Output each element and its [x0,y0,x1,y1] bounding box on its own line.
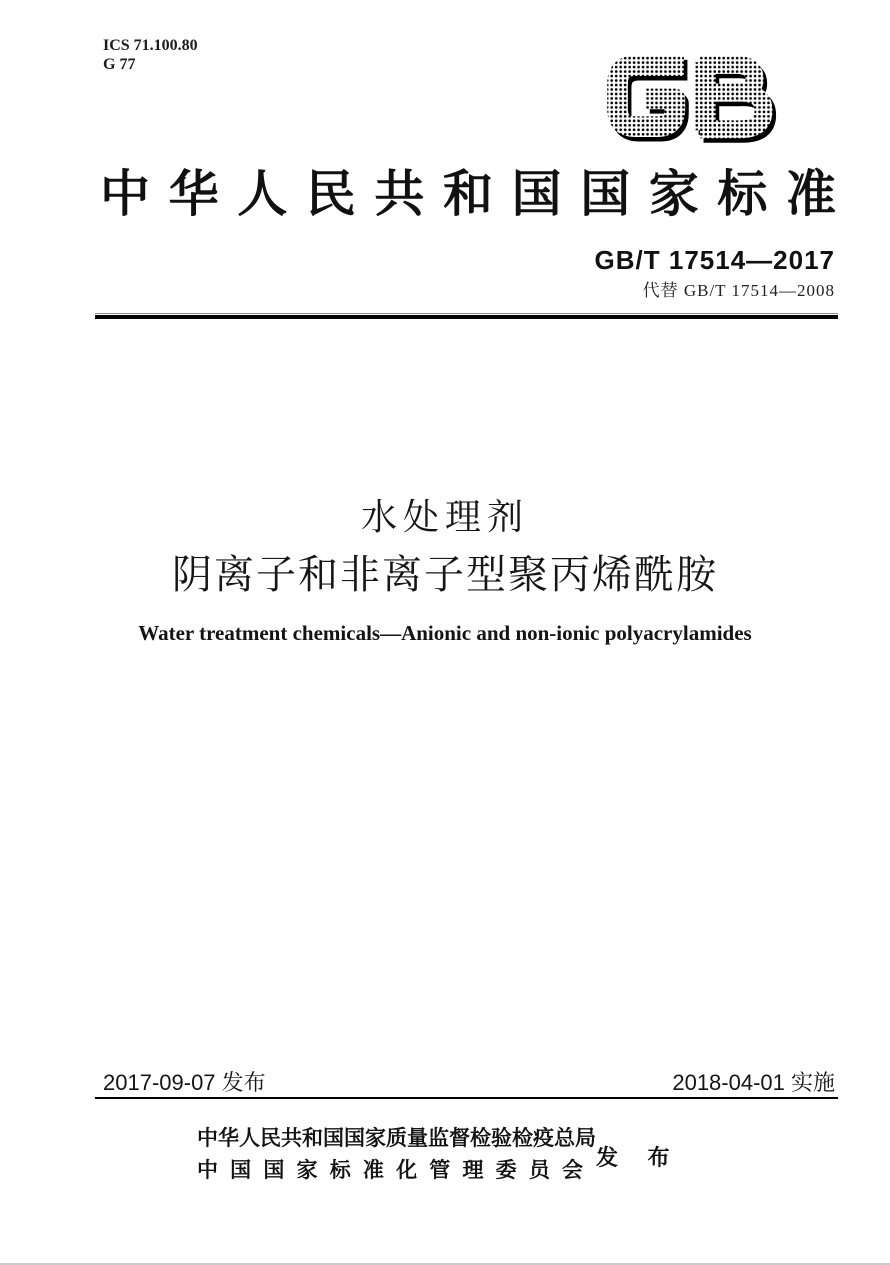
implement-date: 2018-04-01 实施 [672,1070,835,1095]
ics-code: ICS 71.100.80 [103,37,198,54]
document-title-en: Water treatment chemicals—Anionic and non-ionic polyacrylamides [138,621,752,645]
issuer-line-2: 中国国家标准化管理委员会 [197,1158,583,1182]
dates-row [103,1066,835,1097]
footer-rule [95,1097,838,1099]
standard-number: GB/T 17514—2017 [594,245,835,275]
document-title-cn-line2: 阴离子和非离子型聚丙烯酰胺 [172,553,718,597]
document-title-cn-line1: 水处理剂 [360,496,529,537]
header-rule [95,315,838,319]
issuer-block [197,1122,596,1186]
gb-logo-icon [605,50,777,146]
issuer-line-1: 中华人民共和国国家质量监督检验检疫总局 [197,1126,596,1150]
class-code: G 77 [103,56,136,73]
replaces-note: 代替 GB/T 17514—2008 [642,281,835,300]
publish-label: 发 布 [596,1145,682,1170]
issue-date: 2017-09-07 发布 [103,1070,266,1095]
national-standard-title: 中华人民共和国国家标准 [100,166,836,222]
ics-classification-block [103,36,198,74]
